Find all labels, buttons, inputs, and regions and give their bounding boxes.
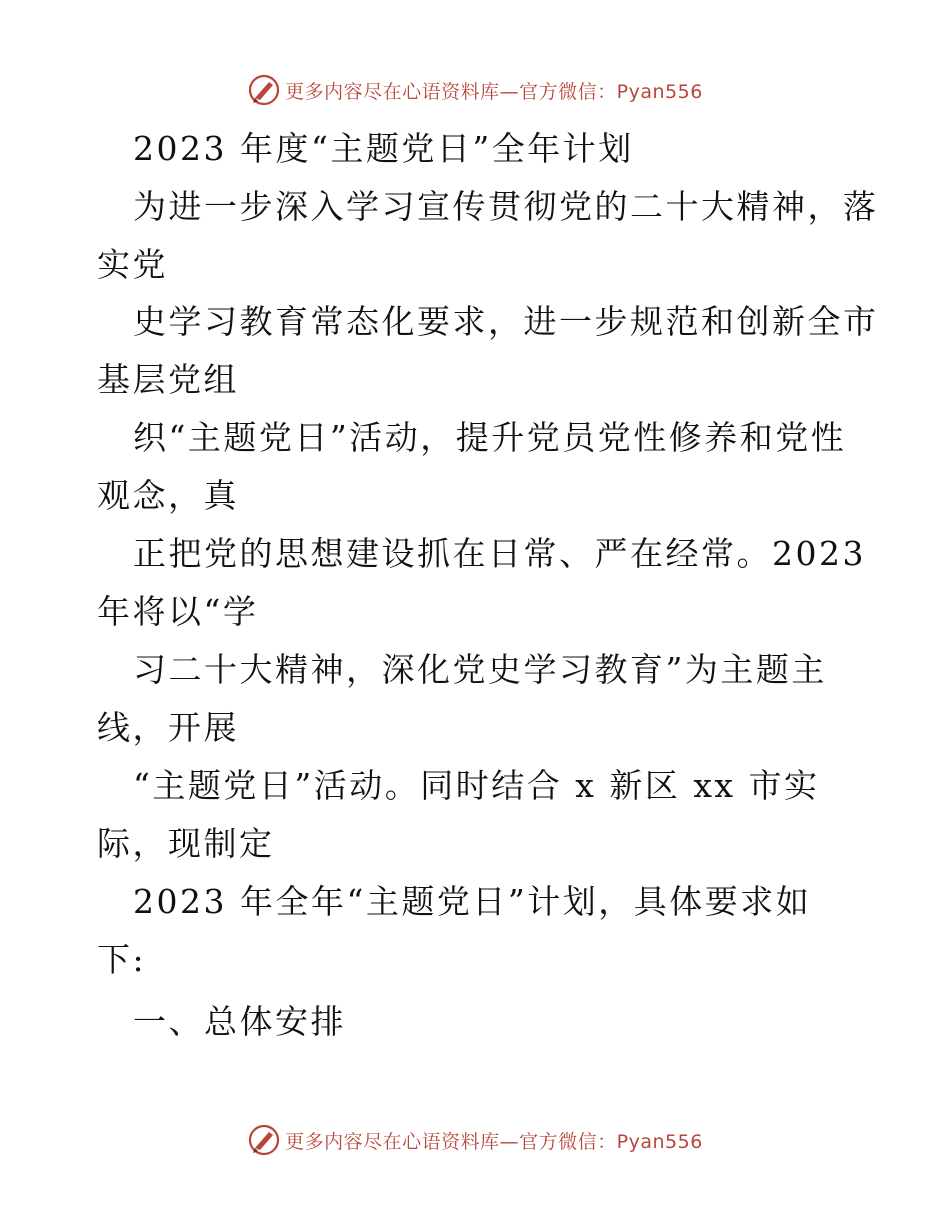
paragraph-line: 正把党的思想建设抓在日常、严在经常。2023	[133, 534, 866, 573]
paragraph-line: 史学习教育常态化要求，进一步规范和创新全市	[133, 302, 879, 341]
paragraph-line: 2023 年全年“主题党日”计划，具体要求如	[133, 882, 812, 921]
paragraph-line: 织“主题党日”活动，提升党员党性修养和党性	[133, 418, 847, 457]
paragraph-line: 观念，真	[97, 476, 239, 515]
paragraph-line: 习二十大精神，深化党史学习教育”为主题主	[133, 650, 827, 689]
paragraph-line: 年将以“学	[97, 592, 259, 631]
header-watermark-banner	[0, 70, 950, 110]
pen-logo-icon	[247, 73, 281, 107]
paragraph-line: 际，现制定	[97, 824, 275, 863]
pen-logo-icon	[247, 1123, 281, 1157]
paragraph-line: “主题党日”活动。同时结合 x 新区 xx 市实	[133, 766, 820, 805]
watermark-text: 更多内容尽在心语资料库—官方微信：Pyan556	[285, 1130, 703, 1153]
section-heading: 一、总体安排	[133, 1002, 346, 1041]
footer-watermark-banner	[0, 1120, 950, 1160]
paragraph-line: 线，开展	[97, 708, 239, 747]
document-title: 2023 年度“主题党日”全年计划	[133, 129, 634, 168]
paragraph-line: 基层党组	[97, 360, 239, 399]
paragraph-line: 为进一步深入学习宣传贯彻党的二十大精神，落	[133, 187, 879, 226]
watermark-text: 更多内容尽在心语资料库—官方微信：Pyan556	[285, 80, 703, 103]
paragraph-line: 下:	[97, 940, 147, 979]
paragraph-line: 实党	[97, 245, 168, 284]
